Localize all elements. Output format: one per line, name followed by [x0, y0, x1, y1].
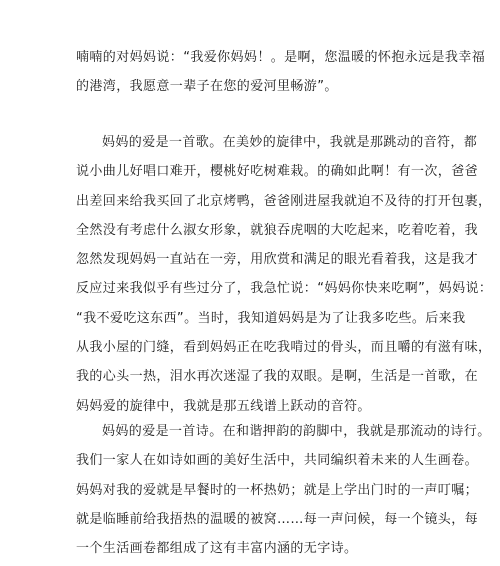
text-line: 出差回来给我买回了北京烤鸭，爸爸刚进屋我就迫不及待的打开包裹，	[76, 193, 492, 209]
paragraph-3	[76, 417, 491, 563]
text-line: “我不爱吃这东西”。当时，我知道妈妈是为了让我多吃些。后来我	[76, 310, 466, 326]
text-line: 就是临睡前给我捂热的温暖的被窝……每一声问候，每一个镜头，每	[76, 511, 479, 527]
text-line: 我的心头一热，泪水再次迷湿了我的双眼。是啊，生活是一首歌，在	[76, 369, 479, 385]
text-line: 一个生活画卷都组成了这有丰富内涵的无字诗。	[76, 541, 358, 557]
text-line: 的港湾，我愿意一辈子在您的爱河里畅游”。	[76, 79, 338, 95]
text-line: 妈妈的爱是一首歌。在美妙的旋律中，我就是那跳动的音符，都	[102, 135, 478, 150]
paragraph-1	[76, 43, 486, 102]
paragraph-2	[76, 128, 493, 421]
text-line: 妈妈对我的爱就是早餐时的一杯热奶；就是上学出门时的一声叮嘱；	[76, 482, 479, 498]
text-line: 全然没有考虑什么淑女形象，就狼吞虎咽的大吃起来，吃着吃着，我	[76, 222, 479, 238]
text-line: 反应过来我似乎有些过分了，我急忙说：“妈妈你快来吃啊”，妈妈说：	[76, 281, 493, 297]
text-line: 妈妈爱的旋律中，我就是那五线谱上跃动的音符。	[76, 398, 371, 414]
text-line: 我们一家人在如诗如画的美好生活中，共同编织着未来的人生画卷。	[76, 453, 479, 469]
text-line: 忽然发现妈妈一直站在一旁，用欣赏和满足的眼光看着我，这是我才	[76, 252, 479, 268]
text-line: 说小曲儿好唱口难开，樱桃好吃树难栽。的确如此啊！有一次，爸爸	[76, 164, 479, 180]
text-line: 从我小屋的门缝，看到妈妈正在吃我啃过的骨头，而且嚼的有滋有味，	[76, 340, 492, 356]
text-line: 喃喃的对妈妈说：“我爱你妈妈！。是啊，您温暖的怀抱永远是我幸福	[76, 50, 486, 65]
text-line: 妈妈的爱是一首诗。在和谐押韵的韵脚中，我就是那流动的诗行。	[102, 424, 491, 439]
